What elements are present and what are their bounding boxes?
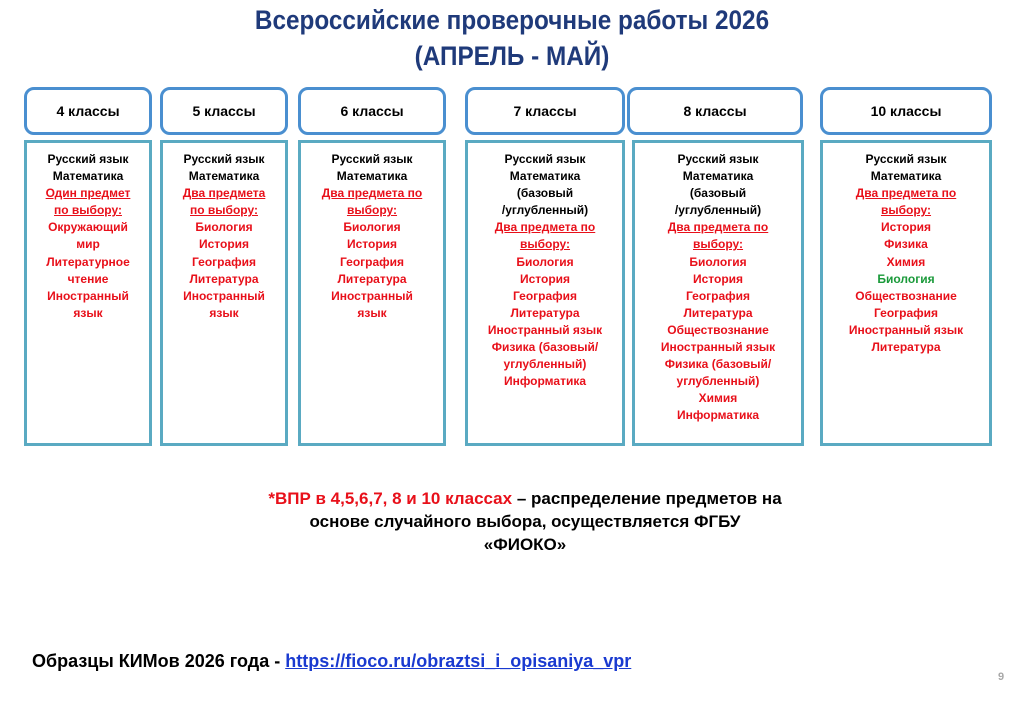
subject-item: выбору: [692, 237, 744, 252]
subject-item: Русский язык [865, 152, 947, 166]
subject-item: История [346, 237, 398, 252]
page-number: 9 [998, 671, 1005, 683]
subject-item: Обществознание [855, 288, 957, 303]
grade-6-header: 6 классы [298, 87, 446, 135]
subject-item: Биология [877, 271, 935, 286]
fioco-link[interactable]: https://fioco.ru/obraztsi_i_opisaniya_vpr [285, 651, 632, 671]
subject-item: Иностранный язык [660, 340, 776, 355]
subject-item: Русский язык [183, 152, 265, 166]
subject-item: Два предмета [182, 186, 266, 201]
subject-item: Иностранный [183, 288, 265, 303]
subject-item: Математика [188, 169, 260, 184]
subject-item: Литература [871, 340, 941, 355]
subject-item: язык [209, 305, 239, 320]
subject-item: по выбору: [190, 203, 258, 218]
note-highlight: *ВПР в 4,5,6,7, 8 и 10 классах [268, 489, 513, 508]
subject-item: Иностранный язык [848, 322, 964, 337]
note-line-3: «ФИОКО» [483, 535, 567, 554]
subject-item: История [198, 237, 250, 252]
subject-item: /углубленный) [674, 203, 762, 218]
grade-5-subjects [160, 140, 288, 446]
subject-item: География [512, 288, 578, 303]
subject-item: История [519, 271, 571, 286]
grade-10-subjects [820, 140, 992, 446]
subject-item: Один предмет [45, 186, 131, 201]
grade-7-header: 7 классы [465, 87, 625, 135]
subject-item: Русский язык [47, 152, 129, 166]
subject-item: язык [357, 305, 387, 320]
subject-item: Физика (базовый/ [664, 357, 772, 372]
grade-10-header: 10 классы [820, 87, 992, 135]
subject-item: География [339, 254, 405, 269]
selection-note [180, 487, 870, 556]
subject-item: выбору: [346, 203, 398, 218]
subject-item: Информатика [503, 374, 587, 389]
subject-item: Два предмета по [321, 186, 423, 201]
subject-item: Математика [682, 169, 754, 184]
subject-item: Математика [336, 169, 408, 184]
subject-item: География [685, 288, 751, 303]
subject-item: (базовый [689, 186, 747, 201]
subject-item: Литература [510, 305, 580, 320]
subject-item: Физика (базовый/ [491, 340, 599, 355]
grade-8-subjects [632, 140, 804, 446]
subject-item: Литература [683, 305, 753, 320]
subject-item: Иностранный [47, 288, 129, 303]
subject-item: Биология [689, 254, 747, 269]
subject-item: углубленный) [503, 357, 587, 372]
subject-item: Два предмета по [855, 186, 957, 201]
subject-item: Математика [509, 169, 581, 184]
subject-item: История [692, 271, 744, 286]
footer-label: Образцы КИМов 2026 года - [32, 651, 286, 671]
note-line-2: основе случайного выбора, осуществляется ФГБУ [309, 512, 741, 531]
subject-item: по выбору: [54, 203, 122, 218]
subject-item: выбору: [880, 203, 932, 218]
subject-item: Литературное [46, 254, 130, 269]
subject-item: Литература [337, 271, 407, 286]
subject-item: Обществознание [667, 322, 769, 337]
subject-item: Информатика [676, 408, 760, 423]
subject-item: Математика [52, 169, 124, 184]
title-line-2: (АПРЕЛЬ - МАЙ) [414, 41, 610, 71]
subject-item: Математика [870, 169, 942, 184]
subject-item: Химия [886, 254, 926, 269]
subject-item: язык [73, 305, 103, 320]
subject-item: Литература [189, 271, 259, 286]
subject-item: Биология [516, 254, 574, 269]
grade-4-header: 4 классы [24, 87, 152, 135]
page-title [51, 2, 973, 74]
grade-4-subjects [24, 140, 152, 446]
subject-item: Русский язык [504, 152, 586, 166]
grade-6-subjects [298, 140, 446, 446]
title-line-1: Всероссийские проверочные работы 2026 [254, 5, 770, 35]
subject-item: Физика [884, 237, 928, 252]
subject-item: Русский язык [677, 152, 759, 166]
subject-item: Иностранный язык [487, 322, 603, 337]
subject-item: чтение [67, 271, 109, 286]
subject-item: (базовый [516, 186, 574, 201]
subject-item: История [880, 220, 932, 235]
subject-item: Химия [698, 391, 738, 406]
subject-item: Биология [195, 220, 253, 235]
subject-item: География [191, 254, 257, 269]
subject-item: Биология [343, 220, 401, 235]
grade-7-subjects [465, 140, 625, 446]
subject-item: География [873, 305, 939, 320]
subject-item: Иностранный [331, 288, 413, 303]
subject-item: углубленный) [676, 374, 760, 389]
subject-item: Окружающий [48, 220, 128, 235]
grade-5-header: 5 классы [160, 87, 288, 135]
subject-item: выбору: [519, 237, 571, 252]
subject-item: мир [76, 237, 100, 252]
subject-item: /углубленный) [501, 203, 589, 218]
subject-item: Два предмета по [494, 220, 596, 235]
kim-samples-footer [32, 651, 631, 672]
grade-8-header: 8 классы [627, 87, 803, 135]
note-line-1-rest: – распределение предметов на [512, 489, 782, 508]
subject-item: Русский язык [331, 152, 413, 166]
subject-item: Два предмета по [667, 220, 769, 235]
